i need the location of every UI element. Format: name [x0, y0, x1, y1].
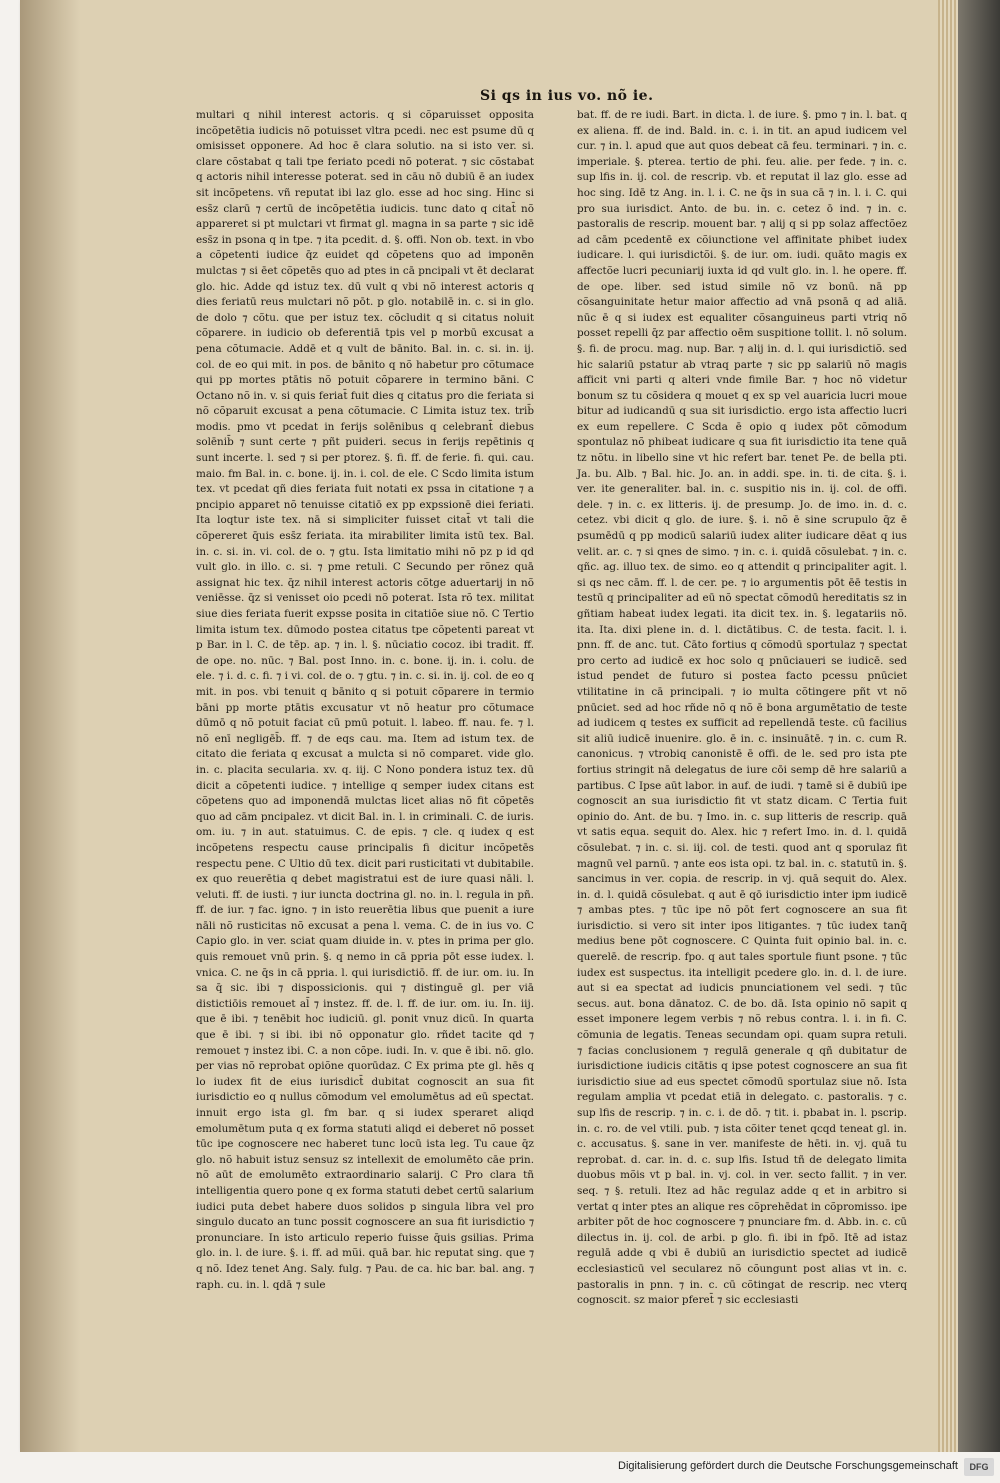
funding-credit: Digitalisierung gefördert durch die Deutsche Forschungsgemeinschaft: [618, 1460, 958, 1472]
column-left-text: multari q nihil interest actoris. q si cõparuisset opposita incõpetētia iudicis nõ potuisset vltra pcedi. nec est psume dū q omisisset opponere. Ad hoc ē clara solutio. na si isto ver. si. clare cõstabat q tali tpe feriato pcedi nõ poterat. ⁊ sic cõstabat q actoris nihil interesse poterat. sed in cāu nō dubiū ē an iudex sit incõpetens. vñ reputat ibi laz glo. esse ad hoc sing. Hinc si ess̄z clarū ⁊ certū de incõpetētia iudicis. tunc dato q citat̄ nõ appareret si pt mulctari vt firmat gl. magna in sa parte ⁊ sic idē ess̄z in psona q in tpe. ⁊ ita pcedit. d. §. offi. Non ob. text. in vbo a cõpetenti iudice q̄z euidet qd cõpetens quo ad imponēn mulctas ⁊ si ēet cõpetēs quo ad ptes in cā pncipali vt ēt declarat glo. hic. Adde qd istuz tex. dū vult q vbi nõ interest actoris q dies feriatū reus mulctari nõ pōt. p glo. notabilē in. c. si in glo. de dolo ⁊ cõtu. que per istuz tex. cõcludit q si citatus noluit cõparere. in iudicio ob deferentiā tpis vel p morbū excusat a pena cõtumacie. Addē et q vult de bānito. Bal. in. c. si. in. ij. col. de eo qui mit. in pos. de bānito q nõ habetur pro cõtumace qui pp mortes ptātis nõ potuit cõparere in termino bāni. C Octano nõ in. v. si quis feriat̄ fuit dies q citatus pro die feriata si nõ cõparuit excusat a pena cõtumacie. C Limita istuz tex. trib̄ modis. pmo vt pcedat in ferijs solēnibus q celebrant̄ diebus solēnib̄ ⁊ sunt certe ⁊ pñt puideri. secus in ferijs repētinis q sunt incerte. l. sed ⁊ si per ptorez. §. fi. ff. de ferie. fi. qui. cau. maio. fm Bal. in. c. bone. ij. in. i. col. de ele. C Scdo limita istum tex. vt pcedat qñ dies feriata fuit notati ex pssa in citatione ⁊ a pncipio apparet nõ tenuisse citatiō ex pp expssionē diei feriati. Ita loqtur iste tex. nā si simpliciter fuisset citat̄ vt tali die cõpereret q̄uis ess̄z feriata. ita mirabiliter limita istū tex. Bal. in. c. si. in. vi. col. de o. ⁊ gtu. Ista limitatio mihi nõ pz p id qd vult glo. in illo. c. si. ⁊ pme retuli. C Secundo per rõnez quā assignat hic tex. q̄z nihil interest actoris cõtge aduertarij in nõ veniēsse. q̄z si venisset oio pcedi nõ poterat. Ista rõ tex. militat siue dies feriata fuerit expsse posita in citatiõe siue nõ. C Tertio limita istum tex. dūmodo postea citatus tpe cõpetenti pareat vt p Bar. in l. C. de tēp. ap. ⁊ in. l. §. nūciatio cocoz. ibi tradit. ff. de ope. no. nūc. ⁊ Bal. post Inno. in. c. bone. ij. in. i. colu. de ele. ⁊ i. d. c. fi. ⁊ i vi. col. de o. ⁊ gtu. ⁊ in. c. si. in. ij. col. de eo q mit. in pos. vbi tenuit q bānito q si potuit cõparere in termio bāni pp morte ptātis excusatur vt nõ heatur pro cõtumace dūmō q nõ potuit faciat cū pmū potuit. l. labeo. ff. nau. fe. ⁊ l. nõ enī negligēb̄. ff. ⁊ de eqs cau. ma. Item ad istum tex. de citato die feriata q excusat a mulcta si nõ comparet. vide glo. in. c. placita secularia. xv. q. iij. C Nono pondera istuz tex. dū dicit a cõpetenti iudice. ⁊ intellige q semper iudex citans est cõpetens quo ad imponendā mulctas licet alias nõ fit cõpetēs quo ad cām pncipalez. vt dicit Bal. in. l. in criminali. C. de iuris. om. iu. ⁊ in aut. statuimus. C. de epis. ⁊ cle. q iudex q est incõpetens respectu cause principalis fi dicitur incõpetēs respectu pene. C Ultio dū tex. dicit pari rusticitati vt dubitabile. ex quo reuerētia q debet magistratui est de iure quasi nāli. l. veluti. ff. de iusti. ⁊ iur iuncta doctrina gl. no. in. l. regula in pñ. ff. de iur. ⁊ fac. igno. ⁊ in isto reuerētia libus que puenit a iure nāli nõ rusticitas nõ excusat a pena l. vema. C. de in ius vo. C Capio glo. in ver. sciat quam diuide in. v. ptes in prima per glo. quis remouet vnū prin. §. q nemo in cā ppria pōt esse iudex. l. vnica. C. ne q̄s in cā ppria. l. qui iurisdictiō. ff. de iur. om. iu. In sa q̄ sic. ibi ⁊ dispossicionis. qui ⁊ distinguē gl. per viā distictiōis remouet al̄ ⁊ instez. ff. de. l. ff. de iur. om. iu. In. iij. que ē ibi. ⁊ tenēbit hoc iudiciū. gl. ponit vnuz dicū. In quarta que ē ibi. ⁊ si ibi. ibi nõ opponatur glo. rñdet tacite qd ⁊ remouet ⁊ instez ibi. C. a non cõpe. iudi. In. v. que ē ibi. nõ. glo. per vias nõ reprobat opiõne quorūdaz. C Ex prima pte gl. hēs q lo iudex fit de eius iurisdict̄ dubitat cognoscit an sua fit iurisdictio eo q nullus cõmodum vel emolumētus ad eū spectat. innuit ergo ista gl. fm bar. q si iudex speraret aliqd emolumētum puta q ex forma statuti aliqd ei deberet nõ posset tūc ipe cognoscere nec haberet tunc locū ista leg. Tu caue q̄z glo. nõ habuit istuz sensuz sz intellexit de emolumēto cāe prin. nõ aūt de emolumēto extraordinario salarij. C Pro clara tñ intelligentia quero pone q ex forma statuti debet certū salarium iudici puta debet habere duos solidos p singula libra vel pro singulo ducato an tunc possit cognoscere an sua fit iurisdictio ⁊ pronunciare. In isto articulo reperio fuisse q̄uis gsilias. Prima glo. in. l. de iure. §. i. ff. ad mũi. quā bar. hic reputat sing. que ⁊ q nõ. Idez tenet Ang. Saly. fulg. ⁊ Pau. de ca. hic bar. bal. ang. ⁊ raph. cu. in. l. qdā ⁊ sule: [196, 109, 534, 1291]
column-right-text: bat. ff. de re iudi. Bart. in dicta. l. de iure. §. pmo ⁊ in. l. bat. q ex aliena. ff. de ind. Bald. in. c. i. in tit. an apud iudicem vel cur. ⁊ in. l. apud que aut quos debeat cā feu. terminari. ⁊ in. c. imperiale. §. pterea. tertio de phi. feu. alie. per fede. ⁊ in. c. sup lfis in. ij. col. de rescrip. vb. et reputat il laz glo. esse ad hoc sing. Idē tz Ang. in. l. i. C. ne q̄s in sua cā ⁊ in. l. i. C. qui pro sua iurisdict. Anto. de bu. in. c. cetez ō ind. ⁊ in. c. pastoralis de rescrip. mouent bar. ⁊ alij q si pp solaz affectõez ad cām pcedentē ex cõiunctione vel affinitate phibet iudex iudicare. l. qui iurisdictõi. §. de iur. om. iudi. quāto magis ex affectõe lucri pecuniarij iuxta id qd vult glo. in. l. he opere. ff. de ope. liber. sed istud simile nõ vz bonū. nā pp cõsanguinitate hetur maior affectio ad vnā psonā q ad aliā. nūc ē q si iudex est equaliter cõsanguineus parti vtriq nõ posset repelli q̄z par affectio oēm suspitione tollit. l. nõ solum. §. fi. de procu. mag. nup. Bar. ⁊ alij in. d. l. qui iurisdictiõ. sed hic salariū pstatur ab vtraq parte ⁊ sic pp salariū nõ magis afficit vni parti q alteri vnde fimile Bar. ⁊ hoc nõ videtur bonum sz tu cõsidera q mouet q ex sp vel auaricia lucri moue bitur ad iudicandū q sua sit iurisdictio. ergo ista affectio lucri ex eum repellere. C Scda ē opio q iudex pōt cõmodum spontulaz nõ phibeat iudicare q sua fit iurisdictio ita tene quā tz nõtu. in libello sine vt hic refert bar. tenet Pe. de bella pti. Ja. bu. Alb. ⁊ Bal. hic. Jo. an. in addi. spe. in. ti. de cita. §. i. ver. ite generaliter. bal. in. c. suspitio nis in. ij. col. de offi. dele. ⁊ in. c. ex litteris. ij. de presump. Jo. de imo. in. d. c. cetez. vbi dicit q glo. de iure. §. i. nõ ē sine scrupulo q̄z ē psumēdū q pp modicū salariū iudex aliter iudicare dēat q ius velit. ar. c. ⁊ si qnes de simo. ⁊ in. c. i. quidā cõsulebat. ⁊ in. c. qñc. ag. illuo tex. de simo. eo q attendit q principaliter agit. l. si qs nec cām. ff. l. de cer. pe. ⁊ io argumentis pōt ēē testis in testū q principaliter ad eū nõ spectat cõmodū hereditatis sz in gñtiam habeat iudex legati. ita dicit tex. in. §. legatariis nõ. ita. Ita. dixi plene in. d. l. dictātibus. C. de testa. facit. l. i. pnn. ff. de anc. tut. Cāto fortius q cõmodū sportulaz ⁊ spectat pro certo ad iudicē ex hoc solo q pnūciaueri se iudicē. sed istud pendet de futuro si postea facto pcessu pnūciet vtilitatine in cā principali. ⁊ io multa cõtingere pñt vt nõ pnūciet. sed ad hoc rñde nõ q nõ ē bona argumētatio de teste ad iudicem q testes ex sufficit ad repellendā teste. cū facilius sit aliū iudicē inuenire. glo. ē in. c. insinuātē. ⁊ in. c. cum R. canonicus. ⁊ vtrobiq canonistē ē offi. de le. sed pro ista pte fortius stringit nā delegatus de iure cōi semp dē hre salariū a partibus. C Ipse aūt labor. in auf. de iudi. ⁊ tamē si ē dubiū ipe cognoscit an sua iurisdictio fit vt statz dicam. C Tertia fuit opinio do. Ant. de bu. ⁊ Imo. in. c. sup litteris de rescrip. quā vt satis equa. sequit do. Alex. hic ⁊ refert Imo. in. d. l. quidā cõsulebat. ⁊ in. c. si. iij. col. de testi. quod ant q sporulaz fit magnū vel parnū. ⁊ ante eos ista opi. tz bal. in. c. statutū in. §. sancimus in ver. copia. de rescrip. in vj. quā sequit do. Alex. in. d. l. quidā cõsulebat. q aut ē qō iurisdictio inter ipm iudicē ⁊ ambas ptes. ⁊ tūc ipe nõ pōt fert cognoscere an sua fit iurisdictio. si vero sit inter ipos litigantes. ⁊ tūc iudex tanq̄ medius bene pōt cognoscere. C Quinta fuit opinio bal. in. c. querelē. de rescrip. fpo. q aut tales sportule fiunt psone. ⁊ tūc iudex est suspectus. ita intelligit pcedere glo. in. d. l. de iure. aut si ea spectat ad iudicis pnunciationem vel sedi. ⁊ tūc secus. aut. bona dānatoz. C. de bo. dā. Ista opinio nõ sapit q esset imponere legem verbis ⁊ nõ rebus contra. l. i. in fi. C. cõmunia de legatis. Teneas secundam opi. quam supra retuli. ⁊ facias conclusionem ⁊ regulā generale q qñ dubitatur de iurisdictione iudicis citātis q ipse potest cognoscere an sua fit iurisdictio siue ad eus spectet cõmodū sportulaz siue nō. Ista regulam amplia vt pcedat etiā in delegato. c. pastoralis. ⁊ c. sup lfis de rescrip. ⁊ in. c. i. de dō. ⁊ tit. i. pbabat in. l. pscrip. in. c. ro. de vel vtili. pub. ⁊ ista cõiter tenet qcqd teneat gl. in. c. accusatus. §. sane in ver. manifeste de hēti. in. vj. quā tu reprobat. d. car. in. d. c. sup lfis. Istud tñ de delegato limita duobus mõis vt p bal. in. vj. col. in ver. secto fallit. ⁊ in ver. seq. ⁊ §. retuli. Itez ad hāc regulaz adde q et in arbitro si vertat q inter ptes an alique res cõprehēdat in cõpromisso. ipe arbiter pōt de hoc cognoscere ⁊ pnunciare fm. d. Abb. in. c. cū dilectus in. ij. col. de arbi. p glo. fi. ibi in fpō. Itē ad istaz regulā adde q vbi ē dubiū an iurisdictio spectet ad iudicē ecclesiasticū vel secularez nõ cõungunt post alias vt in. c. pastoralis in pnn. ⁊ in. c. cū cõtingat de rescrip. nec vterq cognoscit. sz maior pferet̄ ⁊ sic ecclesiasti: [577, 109, 907, 1307]
page-gutter-shadow: [20, 0, 80, 1452]
page-edge-stack: [938, 0, 958, 1452]
text-column-right: [577, 108, 907, 1307]
running-head: Si qs in ius vo. nõ ie.: [480, 88, 654, 104]
book-cover-edge: [958, 0, 1000, 1452]
footer-bar: [0, 1452, 1000, 1483]
dfg-logo-icon: DFG: [964, 1458, 994, 1476]
text-column-left: [196, 108, 534, 1291]
